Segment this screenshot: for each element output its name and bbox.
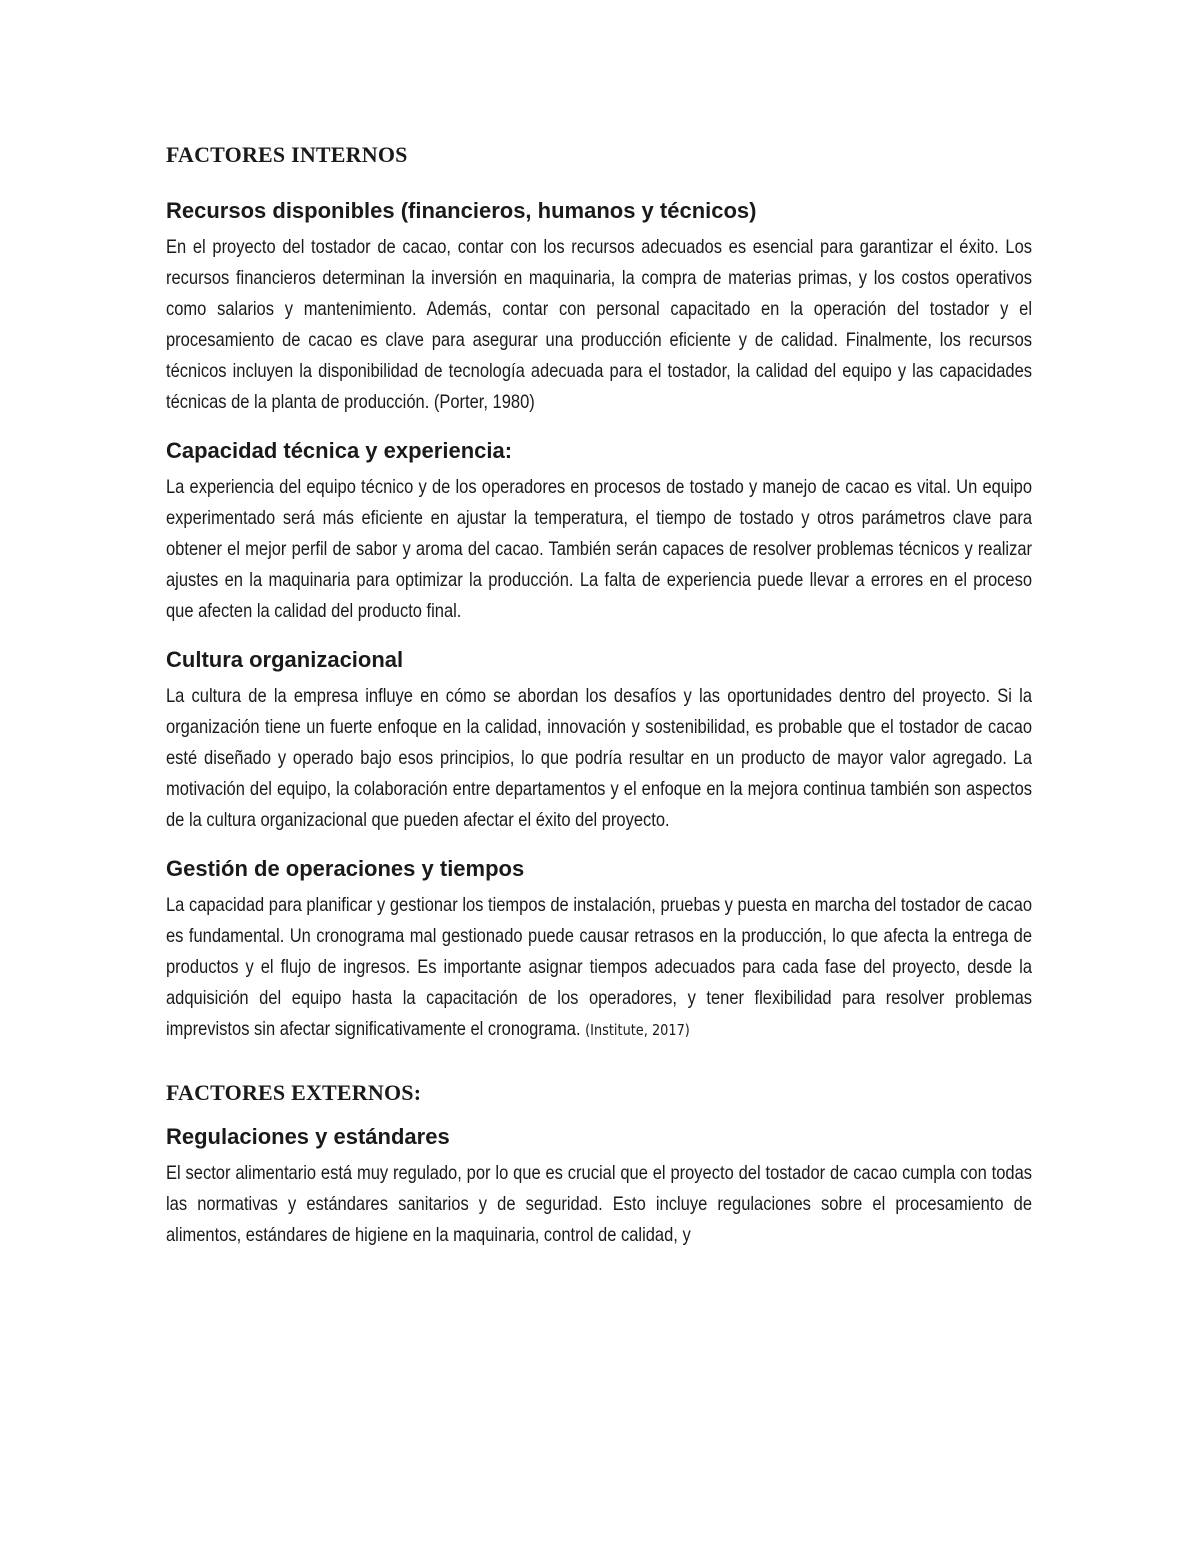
section-title-external: FACTORES EXTERNOS: (166, 1080, 422, 1105)
heading-regulaciones: Regulaciones y estándares (166, 1124, 450, 1149)
paragraph-regulaciones: El sector alimentario está muy regulado, por lo que es crucial que el proyecto del tostador de cacao cumpla con todas las normativas y estándares sanitarios y de seguridad. Esto incluye regulaciones sobre el procesamiento de alimentos, estándares de higiene en la maquinaria, control de calidad, y (166, 1163, 1033, 1246)
heading-recursos: Recursos disponibles (financieros, humanos y técnicos) (166, 198, 757, 223)
paragraph-capacidad: La experiencia del equipo técnico y de los operadores en procesos de tostado y manejo de cacao es vital. Un equipo experimentado será más eficiente en ajustar la temperatura, el tiempo de tostado y otros parámetros clave para obtener el mejor perfil de sabor y aroma del cacao. También serán capaces de resolver problemas técnicos y realizar ajustes en la maquinaria para optimizar la producción. La falta de experiencia puede llevar a errores en el proceso que afecten la calidad del producto final. (166, 477, 1033, 622)
document-page (166, 138, 1032, 1251)
paragraph-gestion-text: La capacidad para planificar y gestionar los tiempos de instalación, pruebas y puesta en marcha del tostador de cacao es fundamental. Un cronograma mal gestionado puede causar retrasos en la producción, lo que afecta la entrega de productos y el flujo de ingresos. Es importante asignar tiempos adecuados para cada fase del proyecto, desde la adquisición del equipo hasta la capacitación de los operadores, y tener flexibilidad para resolver problemas imprevistos sin afectar significativamente el cronograma. (166, 895, 1033, 1040)
paragraph-recursos: En el proyecto del tostador de cacao, contar con los recursos adecuados es esencial para garantizar el éxito. Los recursos financieros determinan la inversión en maquinaria, la compra de materias primas, y los costos operativos como salarios y mantenimiento. Además, contar con personal capacitado en la operación del tostador y el procesamiento de cacao es clave para asegurar una producción eficiente y de calidad. Finalmente, los recursos técnicos incluyen la disponibilidad de tecnología adecuada para el tostador, la calidad del equipo y las capacidades técnicas de la planta de producción. (Porter, 1980) (166, 237, 1033, 413)
heading-cultura: Cultura organizacional (166, 647, 404, 672)
section-title-internal: FACTORES INTERNOS (166, 142, 408, 167)
paragraph-cultura: La cultura de la empresa influye en cómo se abordan los desafíos y las oportunidades dentro del proyecto. Si la organización tiene un fuerte enfoque en la calidad, innovación y sostenibilidad, es probable que el tostador de cacao esté diseñado y operado bajo esos principios, lo que podría resultar en un producto de mayor valor agregado. La motivación del equipo, la colaboración entre departamentos y el enfoque en la mejora continua también son aspectos de la cultura organizacional que pueden afectar el éxito del proyecto. (166, 686, 1033, 831)
citation-institute: (Institute, 2017) (585, 1021, 690, 1039)
paragraph-gestion (166, 890, 1032, 1046)
heading-capacidad: Capacidad técnica y experiencia: (166, 438, 513, 463)
heading-gestion: Gestión de operaciones y tiempos (166, 856, 525, 881)
